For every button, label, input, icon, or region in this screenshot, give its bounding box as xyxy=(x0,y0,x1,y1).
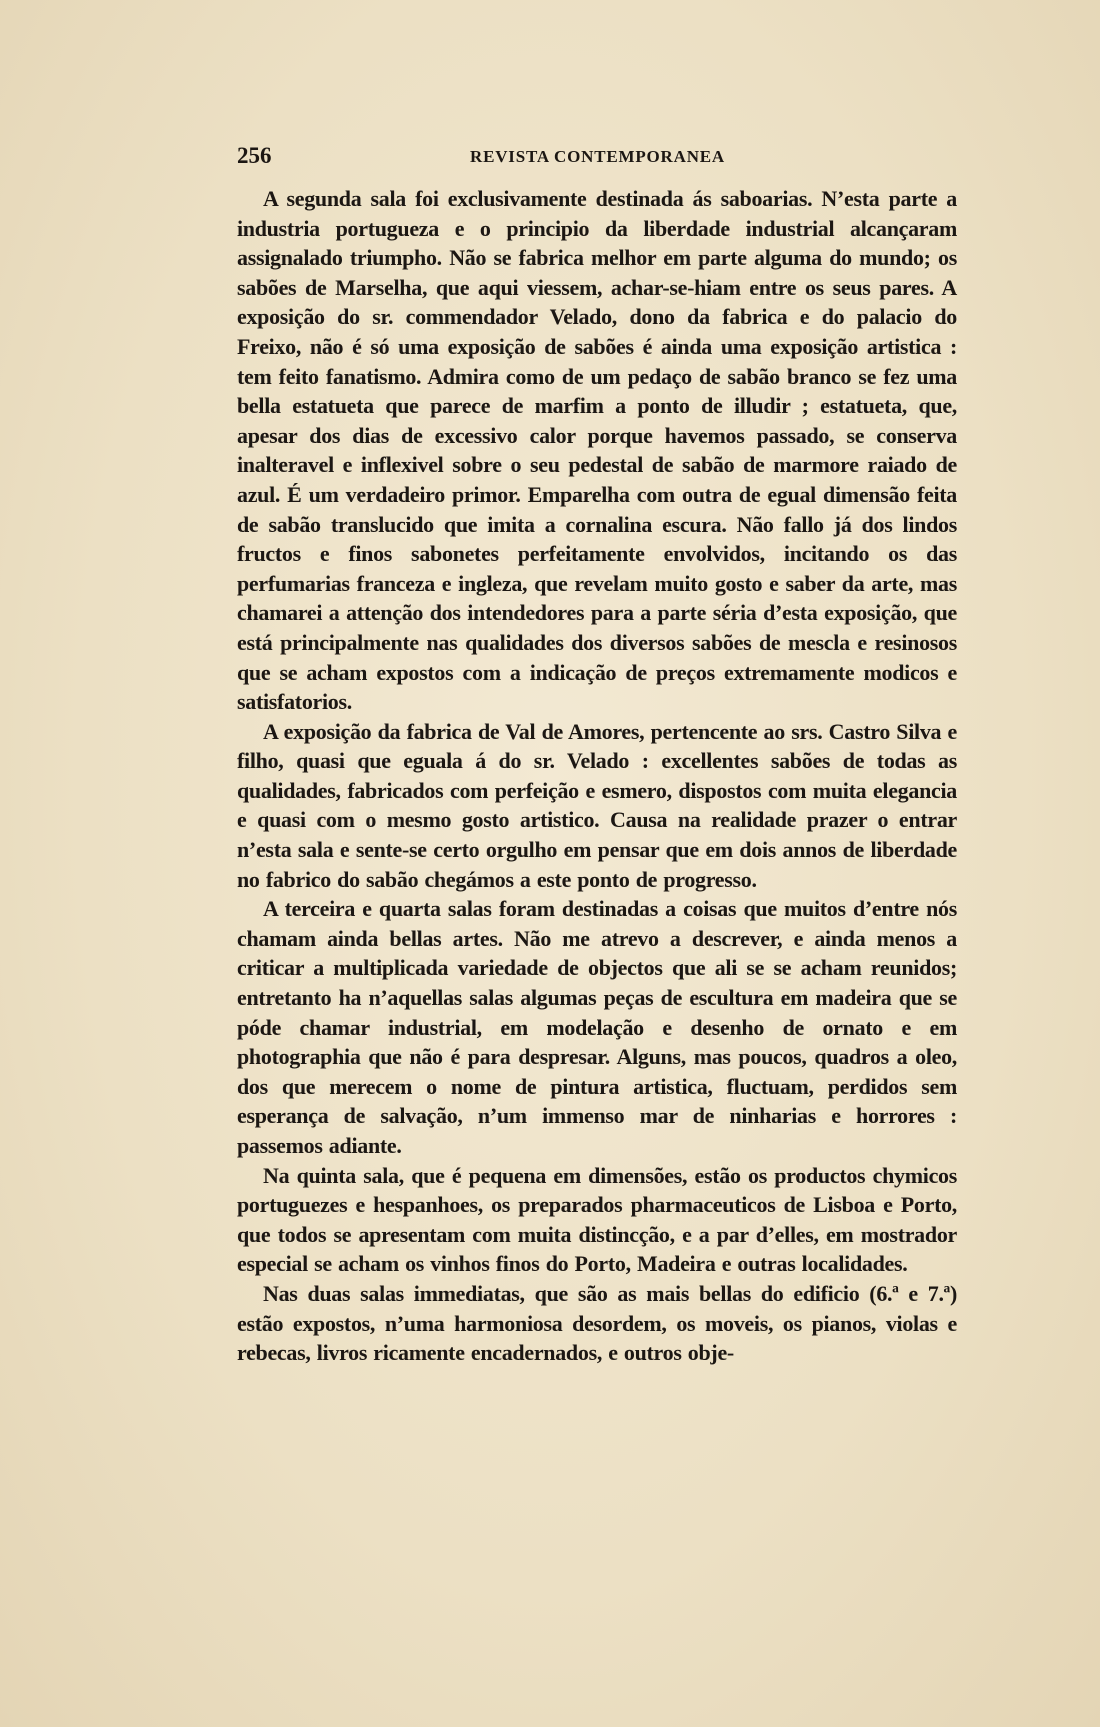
paragraph: A terceira e quarta salas foram destinadas a coisas que muitos d’entre nós chamam ainda bellas artes. Não me atrevo a descrever, e ainda menos a criticar a multiplicada variedade de objectos que ali se se acham reunidos; entretanto ha n’aquellas salas algumas peças de escultura em madeira que se póde chamar industrial, em modelação e desenho de ornato e em photographia que não é para despresar. Alguns, mas poucos, quadros a oleo, dos que merecem o nome de pintura artistica, fluctuam, perdidos sem esperança de salvação, n’um immenso mar de ninharias e horrores : passemos adiante. xyxy=(237,896,957,1158)
paragraph: A segunda sala foi exclusivamente destinada ás saboarias. N’esta parte a industria portugueza e o principio da liberdade industrial alcançaram assignalado triumpho. Não se fabrica melhor em parte alguma do mundo; os sabões de Marselha, que aqui viessem, achar-se-hiam entre os seus pares. A exposição do sr. commendador Velado, dono da fabrica e do palacio do Freixo, não é só uma exposição de sabões é ainda uma exposição artistica : tem feito fanatismo. Admira como de um pedaço de sabão branco se fez uma bella estatueta que parece de marfim a ponto de illudir ; estatueta, que, apesar dos dias de excessivo calor porque havemos passado, se conserva inalteravel e inflexivel sobre o seu pedestal de sabão de marmore raiado de azul. É um verdadeiro primor. Emparelha com outra de egual dimensão feita de sabão translucido que imita a cornalina escura. Não fallo já dos lindos fructos e finos sabonetes perfeitamente envolvidos, incitando os das perfumarias franceza e ingleza, que revelam muito gosto e saber da arte, mas chamarei a attenção dos intendedores para a parte séria d’esta exposição, que está principalmente nas qualidades dos diversos sabões de mescla e resinosos que se acham expostos com a indicação de preços extremamente modicos e satisfatorios. xyxy=(237,186,957,715)
page-header xyxy=(237,143,957,169)
paragraph: Na quinta sala, que é pequena em dimensões, estão os productos chymicos portuguezes e hespanhoes, os preparados pharmaceuticos de Lisboa e Porto, que todos se apresentam com muita distincção, e a par d’elles, em mostrador especial se acham os vinhos finos do Porto, Madeira e outras localidades. xyxy=(237,1162,957,1277)
body-text xyxy=(237,184,957,1368)
paragraph: A exposição da fabrica de Val de Amores, pertencente ao srs. Castro Silva e filho, quasi que eguala á do sr. Velado : excellentes sabões de todas as qualidades, fabricados com perfeição e esmero, dispostos com muita elegancia e quasi com o mesmo gosto artistico. Causa na realidade prazer o entrar n’esta sala e sente-se certo orgulho em pensar que em dois annos de liberdade no fabrico do sabão chegámos a este ponto de progresso. xyxy=(237,718,957,892)
running-title: REVISTA CONTEMPORANEA xyxy=(470,147,725,166)
page-number: 256 xyxy=(237,143,272,168)
paragraph: Nas duas salas immediatas, que são as mais bellas do edificio (6.ª e 7.ª) estão expostos, n’uma harmoniosa desordem, os moveis, os pianos, violas e rebecas, livros ricamente encadernados, e outros obje- xyxy=(237,1280,957,1366)
